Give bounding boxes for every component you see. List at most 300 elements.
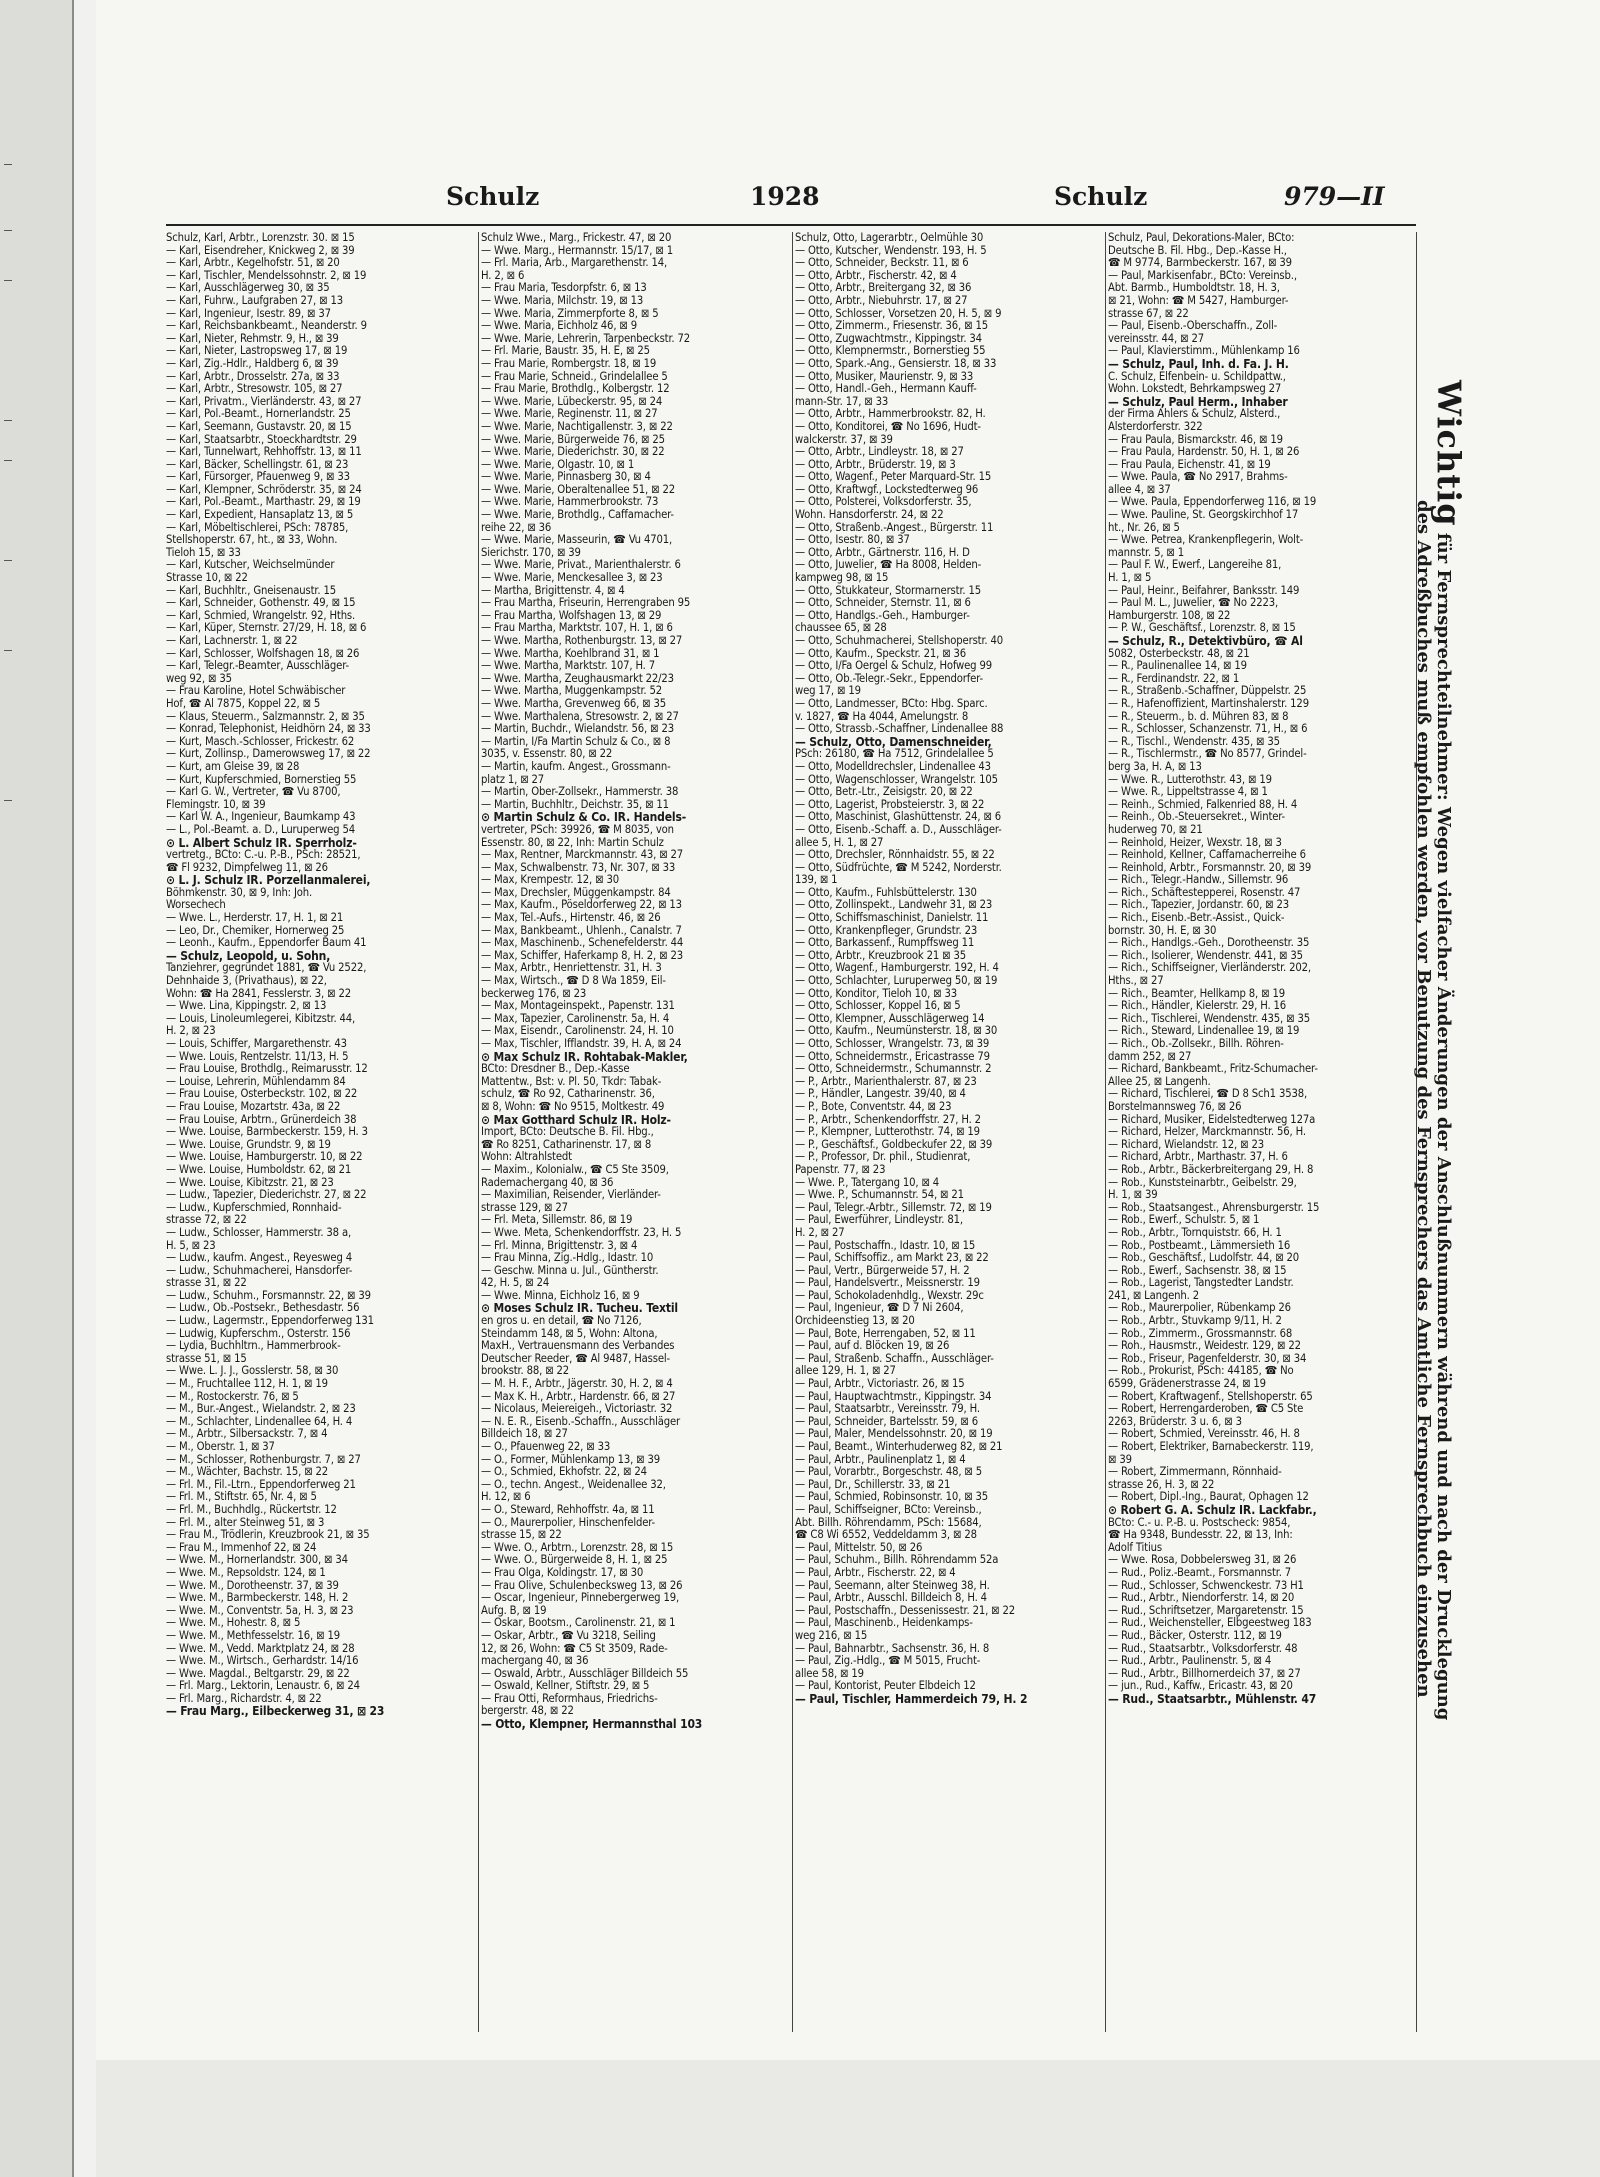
- directory-entry: — Karl, Eisendreher, Knickweg 2, ⊠ 39: [166, 244, 355, 257]
- directory-entry: — Paul, Dr., Schillerstr. 33, ⊠ 21: [795, 1478, 951, 1491]
- directory-entry: weg 216, ⊠ 15: [795, 1629, 868, 1642]
- directory-entry: — Paul, Zig.-Hdlg., ☎ M 5015, Frucht-: [795, 1655, 981, 1668]
- directory-entry: strasse 51, ⊠ 15: [166, 1352, 247, 1365]
- directory-entry: 2263, Brüderstr. 3 u. 6, ⊠ 3: [1108, 1415, 1242, 1428]
- directory-entry: — Frau Olga, Koldingstr. 17, ⊠ 30: [481, 1566, 644, 1579]
- column-divider: [1105, 232, 1106, 2032]
- directory-entry: vertreter, PSch: 39926, ☎ M 8035, von: [481, 823, 674, 836]
- directory-entry: BCto: C.- u. P.-B. u. Postscheck: 9854,: [1108, 1516, 1291, 1529]
- directory-entry: — Karl, Schneider, Gothenstr. 49, ⊠ 15: [166, 597, 356, 610]
- directory-entry: — O., Steward, Rehhoffstr. 4a, ⊠ 11: [481, 1503, 655, 1516]
- directory-entry: — Wwe. Martha, Marktstr. 107, H. 7: [481, 660, 656, 673]
- directory-entry: — Lydia, Buchhltrn., Hammerbrook-: [166, 1340, 341, 1353]
- directory-entry: ☎ Fl 9232, Dimpfelweg 11, ⊠ 26: [166, 861, 328, 874]
- directory-entry: — R., Tischl., Wendenstr. 435, ⊠ 35: [1108, 735, 1280, 748]
- directory-entry: — Wwe. Marg., Hermannstr. 15/17, ⊠ 1: [481, 244, 673, 257]
- directory-entry: ☎ M 9774, Barmbeckerstr. 167, ⊠ 39: [1108, 257, 1292, 270]
- directory-entry: — Karl, Nieter, Rehmstr. 9, H., ⊠ 39: [166, 332, 339, 345]
- directory-entry: — Paul, Maschinenb., Heidenkamps-: [795, 1617, 973, 1630]
- directory-entry: — Max, Tischler, Ifflandstr. 39, H. A, ⊠ 24: [481, 1038, 682, 1050]
- directory-entry: — Paul M. L., Juwelier, ☎ No 2223,: [1108, 597, 1279, 610]
- directory-entry: — Karl, Reichsbankbeamt., Neanderstr. 9: [166, 320, 367, 333]
- directory-entry: — Otto, Schlachter, Luruperweg 50, ⊠ 19: [795, 975, 998, 988]
- directory-entry: — Otto, Polsterei, Volksdorferstr. 35,: [795, 496, 972, 509]
- directory-entry: — O., Pfauenweg 22, ⊠ 33: [481, 1441, 611, 1453]
- directory-entry: — Wwe. O., Arbtrn., Lorenzstr. 28, ⊠ 15: [481, 1541, 674, 1554]
- directory-entry: — Wwe. M., Conventstr. 5a, H. 3, ⊠ 23: [166, 1604, 354, 1617]
- directory-entry: — Konrad, Telephonist, Heidhörn 24, ⊠ 33: [166, 723, 371, 736]
- directory-entry: — Otto, Klempner, Ausschlägerweg 14: [795, 1012, 985, 1025]
- directory-entry: — Otto, Handlgs.-Geh., Hamburger-: [795, 609, 970, 622]
- directory-entry: — Louise, Lehrerin, Mühlendamm 84: [166, 1075, 346, 1088]
- directory-entry: — Wwe. Marthalena, Stresowstr. 2, ⊠ 27: [481, 710, 679, 723]
- directory-entry: — R., Paulinenallee 14, ⊠ 19: [1108, 660, 1247, 673]
- directory-entry: weg 17, ⊠ 19: [795, 685, 861, 698]
- directory-entry: — Rud., Bäcker, Osterstr. 112, ⊠ 19: [1108, 1629, 1282, 1642]
- directory-entry: — Wwe. Louise, Kibitzstr. 21, ⊠ 23: [166, 1176, 334, 1189]
- directory-entry: — Wwe. R., Lippeltstrasse 4, ⊠ 1: [1108, 786, 1268, 799]
- directory-entry: — Max, Maschinenb., Schenefelderstr. 44: [481, 937, 684, 950]
- directory-entry: — Wwe. Martha, Muggenkampstr. 52: [481, 685, 663, 698]
- directory-entry: Wohn: ☎ Ha 2841, Fesslerstr. 3, ⊠ 22: [166, 987, 351, 1000]
- directory-entry: — Wwe. P., Schumannstr. 54, ⊠ 21: [795, 1189, 964, 1202]
- directory-entry: — Rob., Lagerist, Tangstedter Landstr.: [1108, 1277, 1294, 1290]
- directory-entry: — Karl, Staatsarbtr., Stoeckhardtstr. 29: [166, 433, 357, 446]
- directory-entry: — Karl, Fürsorger, Pfauenweg 9, ⊠ 33: [166, 471, 350, 484]
- directory-entry: bergerstr. 48, ⊠ 22: [481, 1705, 574, 1718]
- directory-entry: — Wwe. Louise, Hamburgerstr. 10, ⊠ 22: [166, 1151, 363, 1164]
- directory-entry: — Rud., Schriftsetzer, Margaretenstr. 15: [1108, 1604, 1304, 1617]
- notice-line-2: des Adreßbuches muß empfohlen werden, vor Benutzung des Fernsprechers das Amtliche Fernsprechbuch einzusehen: [1413, 500, 1434, 1698]
- directory-entry: — Wwe. M., Vedd. Marktplatz 24, ⊠ 28: [166, 1642, 355, 1655]
- notice-sidebar: [1413, 380, 1468, 1880]
- directory-entry: ⊙ L. Albert Schulz IR. Sperrholz-: [166, 836, 357, 850]
- directory-entry: — Max, Eisendr., Carolinenstr. 24, H. 10: [481, 1025, 674, 1038]
- directory-entry: — Otto, Schlosser, Vorsetzen 20, H. 5, ⊠ 9: [795, 307, 1002, 320]
- directory-entry: — P., Händler, Langestr. 39/40, ⊠ 4: [795, 1088, 966, 1101]
- directory-entry: — Wwe. Marie, Bürgerweide 76, ⊠ 25: [481, 433, 665, 446]
- directory-entry: — Karl, Zig.-Hdlr., Haldberg 6, ⊠ 39: [166, 357, 339, 370]
- directory-entry: — Karl, Küper, Sternstr. 27/29, H. 18, ⊠ 6: [166, 622, 367, 635]
- directory-entry: — Max, Krempestr. 12, ⊠ 30: [481, 874, 619, 887]
- directory-entry: — Roh., Hausmstr., Weidestr. 129, ⊠ 22: [1108, 1340, 1301, 1353]
- directory-entry: — P., Bote, Conventstr. 44, ⊠ 23: [795, 1100, 952, 1113]
- directory-entry: ⊙ Robert G. A. Schulz IR. Lackfabr.,: [1108, 1503, 1317, 1517]
- directory-entry: — Wwe. Martha, Zeughausmarkt 22/23: [481, 672, 674, 685]
- directory-entry: — Otto, Schneidermstr., Schumannstr. 2: [795, 1063, 992, 1076]
- directory-entry: — Paul, Bote, Herrengaben, 52, ⊠ 11: [795, 1327, 976, 1340]
- directory-entry: — Otto, Arbtr., Lindleystr. 18, ⊠ 27: [795, 446, 964, 459]
- directory-entry: — Wwe. Minna, Eichholz 16, ⊠ 9: [481, 1289, 640, 1302]
- directory-entry: — Otto, Landmesser, BCto: Hbg. Sparc.: [795, 697, 988, 710]
- directory-entry: — Otto, Maschinist, Glashüttenstr. 24, ⊠ 6: [795, 811, 1002, 824]
- directory-entry: — R., Schlosser, Schanzenstr. 71, H., ⊠ 6: [1108, 723, 1308, 736]
- directory-entry: — Otto, Schlosser, Wrangelstr. 73, ⊠ 39: [795, 1038, 990, 1050]
- directory-entry: — Paul, Bahnarbtr., Sachsenstr. 36, H. 8: [795, 1642, 990, 1655]
- directory-entry: — Frau Karoline, Hotel Schwäbischer: [166, 685, 346, 698]
- directory-entry: — M., Arbtr., Silbersackstr. 7, ⊠ 4: [166, 1428, 328, 1441]
- directory-entry: — Wwe. Martha, Grevenweg 66, ⊠ 35: [481, 697, 667, 710]
- directory-entry: strasse 72, ⊠ 22: [166, 1214, 247, 1227]
- directory-entry: — Robert, Kraftwagenf., Stellshoperstr. 65: [1108, 1390, 1313, 1403]
- directory-entry: Sierichstr. 170, ⊠ 39: [481, 546, 581, 559]
- directory-entry: — Wwe. L. J. J., Gosslerstr. 58, ⊠ 30: [166, 1365, 339, 1378]
- page-header: [166, 172, 1416, 222]
- adjacent-page-edge: [0, 0, 74, 2177]
- directory-entry: H. 1, ⊠ 5: [1108, 572, 1152, 585]
- directory-entry: — Frau Paula, Bismarckstr. 46, ⊠ 19: [1108, 433, 1283, 446]
- directory-entry: — Wwe. Marie, Lübeckerstr. 95, ⊠ 24: [481, 395, 663, 408]
- directory-entry: — Rich., Händler, Kielerstr. 29, H. 16: [1108, 1000, 1287, 1013]
- directory-entry: — Rob., Postbeamt., Lämmersieth 16: [1108, 1239, 1291, 1252]
- directory-entry: ⊙ Max Gotthard Schulz IR. Holz-: [481, 1113, 671, 1127]
- directory-entry: — Max, Kaufm., Pöseldorferweg 22, ⊠ 13: [481, 899, 682, 912]
- header-year: 1928: [750, 182, 820, 211]
- directory-entry: H. 2, ⊠ 23: [166, 1025, 216, 1038]
- directory-entry: — Wwe. Maria, Zimmerpforte 8, ⊠ 5: [481, 307, 659, 320]
- directory-entry: — Rich., Schiffseigner, Vierländerstr. 202,: [1108, 962, 1311, 975]
- column-4: [1108, 232, 1414, 2027]
- directory-entry: — Paul, Hauptwachtmstr., Kippingstr. 34: [795, 1390, 992, 1403]
- directory-entry: — P. W., Geschäftsf., Lorenzstr. 8, ⊠ 15: [1108, 622, 1296, 635]
- directory-entry: — Richard, Arbtr., Marthastr. 37, H. 6: [1108, 1151, 1288, 1164]
- directory-entry: — Ludw., Schuhmacherei, Hansdorfer-: [166, 1264, 353, 1277]
- directory-entry: ⊙ L. J. Schulz IR. Porzellanmalerei,: [166, 874, 371, 887]
- directory-entry: — Rob., Arbtr., Tornquiststr. 66, H. 1: [1108, 1226, 1282, 1239]
- directory-entry: — Frl. M., Fil.-Ltrn., Eppendorferweg 21: [166, 1478, 356, 1491]
- directory-entry: Stellshoperstr. 67, ht., ⊠ 33, Wohn.: [166, 534, 338, 547]
- directory-entry: — Leonh., Kaufm., Eppendorfer Baum 41: [166, 937, 367, 950]
- directory-entry: Deutscher Reeder, ☎ Al 9487, Hassel-: [481, 1352, 671, 1365]
- directory-entry: Essenstr. 80, ⊠ 22, Inh: Martin Schulz: [481, 836, 664, 849]
- directory-entry: — Karl, Expedient, Hansaplatz 13, ⊠ 5: [166, 509, 354, 522]
- directory-entry: — Robert, Schmied, Vereinsstr. 46, H. 8: [1108, 1428, 1300, 1441]
- directory-entry: — Wwe. Louise, Humboldstr. 62, ⊠ 21: [166, 1163, 352, 1176]
- directory-entry: — Ludw., Tapezier, Diederichstr. 27, ⊠ 22: [166, 1189, 367, 1202]
- directory-entry: — Ludwig, Kupferschm., Osterstr. 156: [166, 1327, 351, 1340]
- directory-entry: Billdeich 18, ⊠ 27: [481, 1428, 568, 1441]
- directory-entry: — Frau Maria, Tesdorpfstr. 6, ⊠ 13: [481, 282, 647, 295]
- directory-entry: — Otto, Wagenf., Hamburgerstr. 192, H. 4: [795, 962, 999, 975]
- directory-entry: — Wwe. Marie, Brothdlg., Caffamacher-: [481, 509, 674, 522]
- directory-entry: — Wwe. Martha, Rothenburgstr. 13, ⊠ 27: [481, 635, 683, 647]
- directory-entry: — Paul, Arbtr., Fischerstr. 22, ⊠ 4: [795, 1566, 956, 1579]
- directory-entry: — Richard, Bankbeamt., Fritz-Schumacher-: [1108, 1063, 1318, 1076]
- directory-entry: — Frau Paula, Eichenstr. 41, ⊠ 19: [1108, 458, 1271, 471]
- directory-entry: — Rob., Ewerf., Sachsenstr. 38, ⊠ 15: [1108, 1264, 1287, 1277]
- directory-entry: BCto: Dresdner B., Dep.-Kasse: [481, 1063, 630, 1076]
- directory-entry: — Otto, Schuhmacherei, Stellshoperstr. 40: [795, 635, 1004, 647]
- directory-entry: — Paul, Seemann, alter Steinweg 38, H.: [795, 1579, 990, 1592]
- directory-entry: — M., Fruchtallee 112, H. 1, ⊠ 19: [166, 1378, 328, 1391]
- directory-entry: Borstelmannsweg 76, ⊠ 26: [1108, 1100, 1242, 1113]
- directory-entry: berg 3a, H. A, ⊠ 13: [1108, 760, 1202, 773]
- directory-entry: — Karl, Telegr.-Beamter, Ausschläger-: [166, 660, 349, 673]
- directory-entry: allee 58, ⊠ 19: [795, 1667, 864, 1680]
- directory-entry: Wohn: Altrahlstedt: [481, 1151, 572, 1164]
- directory-entry: strasse 129, ⊠ 27: [481, 1201, 568, 1214]
- directory-entry: — O., Maurerpolier, Hinschenfelder-: [481, 1516, 656, 1529]
- directory-entry: — Paul, Schmied, Robinsonstr. 10, ⊠ 35: [795, 1491, 989, 1504]
- directory-entry: — Otto, Handl.-Geh., Hermann Kauff-: [795, 383, 977, 396]
- directory-entry: Schulz Wwe., Marg., Frickestr. 47, ⊠ 20: [481, 232, 672, 244]
- directory-entry: — Rich., Telegr.-Handw., Sillemstr. 96: [1108, 874, 1289, 887]
- directory-entry: — Paul, Postschaffn., Idastr. 10, ⊠ 15: [795, 1239, 976, 1252]
- directory-entry: — Paul, Schiffseigner, BCto: Vereinsb.,: [795, 1503, 982, 1516]
- directory-entry: — M. H. F., Arbtr., Jägerstr. 30, H. 2, ⊠ 4: [481, 1378, 673, 1391]
- directory-entry: — Frau Marie, Schneid., Grindelallee 5: [481, 370, 668, 383]
- directory-entry: — Wwe. Louise, Grundstr. 9, ⊠ 19: [166, 1138, 331, 1151]
- directory-entry: — Maximilian, Reisender, Vierländer-: [481, 1189, 661, 1202]
- directory-entry: — Otto, Arbtr., Niebuhrstr. 17, ⊠ 27: [795, 294, 968, 307]
- directory-entry: — Wwe. Marie, Pinnasberg 30, ⊠ 4: [481, 471, 651, 484]
- directory-entry: — Otto, Schneider, Beckstr. 11, ⊠ 6: [795, 257, 969, 270]
- directory-entry: ⊠ 21, Wohn: ☎ M 5427, Hamburger-: [1108, 294, 1289, 307]
- directory-entry: — Paul, Eisenb.-Oberschaffn., Zoll-: [1108, 320, 1278, 333]
- column-1: [166, 232, 472, 2027]
- directory-entry: — Wwe. M., Hohestr. 8, ⊠ 5: [166, 1617, 301, 1630]
- directory-entry: — Wwe. Marie, Masseurin, ☎ Vu 4701,: [481, 534, 673, 547]
- directory-entry: — Wwe. Maria, Milchstr. 19, ⊠ 13: [481, 294, 644, 307]
- directory-entry: — Max, Wirtsch., ☎ D 8 Wa 1859, Eil-: [481, 975, 666, 988]
- directory-entry: — Rud., Arbtr., Billhornerdeich 37, ⊠ 27: [1108, 1667, 1301, 1680]
- directory-entry: — Kurt, am Gleise 39, ⊠ 28: [166, 760, 300, 773]
- directory-entry: vereinsstr. 44, ⊠ 27: [1108, 332, 1204, 345]
- directory-entry: — Otto, Lagerist, Probsteierstr. 3, ⊠ 22: [795, 798, 985, 811]
- directory-entry: Dehnhaide 3, (Privathaus), ⊠ 22,: [166, 975, 327, 988]
- column-3: [795, 232, 1101, 2027]
- directory-entry: — Robert, Elektriker, Barnabeckerstr. 119,: [1108, 1441, 1314, 1453]
- directory-entry: — Frau Louise, Mozartstr. 43a, ⊠ 22: [166, 1100, 341, 1113]
- directory-entry: ⊠ 39: [1108, 1453, 1132, 1466]
- directory-entry: — Reinhold, Kellner, Caffamacherreihe 6: [1108, 849, 1306, 862]
- directory-entry: — Otto, Kaufm., Neumünsterstr. 18, ⊠ 30: [795, 1025, 998, 1038]
- directory-entry: — Paul, Ewerführer, Lindleystr. 81,: [795, 1214, 963, 1227]
- directory-entry: — Kurt, Zollinsp., Damerowsweg 17, ⊠ 22: [166, 748, 371, 761]
- directory-entry: — Otto, Kraftwgf., Lockstedterweg 96: [795, 483, 979, 496]
- directory-entry: — Paul, Schuhm., Billh. Röhrendamm 52a: [795, 1554, 999, 1567]
- column-divider: [478, 232, 479, 2032]
- directory-entry: — Rud., Arbtr., Niendorferstr. 14, ⊠ 20: [1108, 1592, 1295, 1605]
- directory-entry: — Ludw., Schuhm., Forsmannstr. 22, ⊠ 39: [166, 1289, 371, 1302]
- directory-entry: 5082, Osterbeckstr. 48, ⊠ 21: [1108, 647, 1250, 660]
- directory-entry: ⊠ 8, Wohn: ☎ No 9515, Moltkestr. 49: [481, 1100, 665, 1113]
- directory-entry: Wohn. Lokstedt, Behrkampsweg 27: [1108, 383, 1282, 396]
- directory-entry: — Karl, Tischler, Mendelssohnstr. 2, ⊠ 19: [166, 269, 367, 282]
- directory-entry: Strasse 10, ⊠ 22: [166, 572, 248, 585]
- directory-entry: — Paul, Telegr.-Arbtr., Sillemstr. 72, ⊠ 19: [795, 1201, 992, 1214]
- directory-entry: — Rob., Friseur, Pagenfelderstr. 30, ⊠ 34: [1108, 1352, 1307, 1365]
- directory-entry: — Karl, Kutscher, Weichselmünder: [166, 559, 335, 572]
- directory-entry: — Paul, Arbtr., Ausschl. Billdeich 8, H. 4: [795, 1592, 987, 1605]
- directory-entry: — Karl G. W., Vertreter, ☎ Vu 8700,: [166, 786, 341, 799]
- directory-entry: — Robert, Herrengarderoben, ☎ C5 Ste: [1108, 1403, 1304, 1416]
- directory-entry: — Wwe. M., Wirtsch., Gerhardstr. 14/16: [166, 1655, 359, 1668]
- directory-entry: — Karl, Privatm., Vierländerstr. 43, ⊠ 27: [166, 395, 362, 408]
- directory-entry: — Reinhold, Heizer, Wexstr. 18, ⊠ 3: [1108, 836, 1282, 849]
- directory-entry: — P., Klempner, Lutterothstr. 74, ⊠ 19: [795, 1126, 980, 1139]
- directory-entry: — Oscar, Ingenieur, Pinnebergerweg 19,: [481, 1592, 680, 1605]
- directory-entry: — Rich., Eisenb.-Betr.-Assist., Quick-: [1108, 912, 1285, 925]
- directory-entry: — Max, Arbtr., Henriettenstr. 31, H. 3: [481, 962, 662, 975]
- directory-entry: — Rich., Tapezier, Jordanstr. 60, ⊠ 23: [1108, 899, 1290, 912]
- directory-entry: — R., Hafenoffizient, Martinshalerstr. 129: [1108, 697, 1309, 710]
- directory-entry: — Schulz, Paul Herm., Inhaber: [1108, 395, 1288, 409]
- directory-entry: — Frl. M., Buchhdlg., Rückertstr. 12: [166, 1503, 337, 1516]
- directory-entry: — Wwe. Maria, Eichholz 46, ⊠ 9: [481, 320, 637, 333]
- directory-entry: — Otto, Drechsler, Rönnhaidstr. 55, ⊠ 22: [795, 849, 995, 862]
- directory-entry: — Otto, Arbtr., Breitergang 32, ⊠ 36: [795, 282, 972, 295]
- directory-entry: — Frl. Marie, Baustr. 35, H. E, ⊠ 25: [481, 345, 650, 358]
- directory-entry: — Rich., Isolierer, Wendenstr. 441, ⊠ 35: [1108, 949, 1303, 962]
- directory-entry: — Otto, Stukkateur, Stormarnerstr. 15: [795, 584, 982, 597]
- directory-entry: — Wwe. M., Repsoldstr. 124, ⊠ 1: [166, 1566, 326, 1579]
- directory-entry: — Geschw. Minna u. Jul., Güntherstr.: [481, 1264, 659, 1277]
- directory-entry: — Max, Tel.-Aufs., Hirtenstr. 46, ⊠ 26: [481, 912, 661, 925]
- directory-entry: — Kurt, Kupferschmied, Bornerstieg 55: [166, 773, 357, 786]
- directory-entry: — Rob., Prokurist, PSch: 44185, ☎ No: [1108, 1365, 1294, 1378]
- directory-entry: — Rob., Arbtr., Stuvkamp 9/11, H. 2: [1108, 1315, 1282, 1328]
- directory-entry: PSch: 26180, ☎ Ha 7512, Grindelallee 5: [795, 748, 994, 761]
- directory-entry: — Otto, Schneider, Sternstr. 11, ⊠ 6: [795, 597, 971, 610]
- directory-entry: H. 5, ⊠ 23: [166, 1239, 216, 1252]
- directory-entry: — Wwe. Lina, Kippingstr. 2, ⊠ 13: [166, 1000, 327, 1013]
- directory-entry: ⊙ Martin Schulz & Co. IR. Handels-: [481, 811, 687, 824]
- directory-entry: — Paul, Schokoladenhdlg., Wexstr. 29c: [795, 1289, 984, 1302]
- directory-entry: — M., Schlosser, Rothenburgstr. 7, ⊠ 27: [166, 1453, 361, 1466]
- directory-entry: huderweg 70, ⊠ 21: [1108, 823, 1203, 836]
- directory-entry: — Frl. Marg., Lektorin, Lenaustr. 6, ⊠ 24: [166, 1680, 360, 1693]
- directory-entry: — Oswald, Arbtr., Ausschläger Billdeich 55: [481, 1667, 689, 1680]
- directory-entry: Schulz, Paul, Dekorations-Maler, BCto:: [1108, 232, 1295, 244]
- directory-entry: — Paul, Maler, Mendelssohnstr. 20, ⊠ 19: [795, 1428, 993, 1441]
- directory-entry: — Otto, Zollinspekt., Landwehr 31, ⊠ 23: [795, 899, 993, 912]
- directory-entry: — Wwe. Marie, Diederichstr. 30, ⊠ 22: [481, 446, 665, 459]
- directory-entry: — Otto, Wagenschlosser, Wrangelstr. 105: [795, 773, 998, 786]
- directory-entry: — Otto, Arbtr., Hammerbrookstr. 82, H.: [795, 408, 986, 421]
- directory-entry: — M., Oberstr. 1, ⊠ 37: [166, 1441, 275, 1453]
- directory-entry: — N. E. R., Eisenb.-Schaffn., Ausschläger: [481, 1415, 681, 1428]
- directory-entry: — Robert, Zimmermann, Rönnhaid-: [1108, 1466, 1282, 1479]
- directory-entry: — P., Professor, Dr. phil., Studienrat,: [795, 1151, 971, 1164]
- directory-entry: C. Schulz, Elfenbein- u. Schildpattw.,: [1108, 370, 1286, 383]
- directory-entry: Orchideenstieg 13, ⊠ 20: [795, 1315, 915, 1328]
- directory-entry: platz 1, ⊠ 27: [481, 773, 545, 786]
- directory-entry: — Rob., Arbtr., Bäckerbreitergang 29, H. 8: [1108, 1163, 1314, 1176]
- directory-entry: — Otto, Schiffsmaschinist, Danielstr. 11: [795, 912, 989, 925]
- directory-entry: Aufg. B, ⊠ 19: [481, 1604, 547, 1617]
- directory-entry: — Wwe. Paula, ☎ No 2917, Brahms-: [1108, 471, 1288, 484]
- directory-entry: — Rud., Arbtr., Paulinenstr. 5, ⊠ 4: [1108, 1655, 1272, 1668]
- directory-entry: — Karl, Schmied, Wrangelstr. 92, Hths.: [166, 609, 356, 622]
- directory-entry: — Schulz, Otto, Damenschneider,: [795, 735, 992, 749]
- directory-entry: allee 4, ⊠ 37: [1108, 483, 1171, 496]
- directory-entry: — Martin, Buchhltr., Deichstr. 35, ⊠ 11: [481, 798, 669, 811]
- directory-entry: — Wwe. Marie, Privat., Marienthalerstr. 6: [481, 559, 681, 572]
- directory-entry: — Karl W. A., Ingenieur, Baumkamp 43: [166, 811, 356, 824]
- directory-entry: — jun., Rud., Kaffw., Ericastr. 43, ⊠ 20: [1108, 1680, 1293, 1693]
- directory-entry: — Paul, Vorarbtr., Borgeschstr. 48, ⊠ 5: [795, 1466, 983, 1479]
- directory-entry: — Karl, Seemann, Gustavstr. 20, ⊠ 15: [166, 420, 352, 433]
- directory-entry: — Karl, Ingenieur, Isestr. 89, ⊠ 37: [166, 307, 331, 320]
- directory-entry: — Paul, Handelsvertr., Meissnerstr. 19: [795, 1277, 980, 1290]
- directory-entry: — Schulz, Paul, Inh. d. Fa. J. H.: [1108, 357, 1289, 371]
- directory-entry: — Karl, Möbeltischlerei, PSch: 78785,: [166, 521, 349, 534]
- directory-entry: — Frau Otti, Reformhaus, Friedrichs-: [481, 1692, 658, 1705]
- directory-entry: ☎ Ro 8251, Catharinenstr. 17, ⊠ 8: [481, 1138, 652, 1151]
- directory-entry: — Wwe. M., Dorotheenstr. 37, ⊠ 39: [166, 1579, 339, 1592]
- directory-entry: — Karl, Ausschlägerweg 30, ⊠ 35: [166, 282, 330, 295]
- directory-entry: Steindamm 148, ⊠ 5, Wohn: Altona,: [481, 1327, 658, 1340]
- directory-entry: — Wwe. R., Lutterothstr. 43, ⊠ 19: [1108, 773, 1272, 786]
- directory-entry: — Louis, Schiffer, Margarethenstr. 43: [166, 1038, 347, 1050]
- directory-entry: — Ludw., Kupferschmied, Ronnhaid-: [166, 1201, 342, 1214]
- directory-entry: schulz, ☎ Ro 92, Catharinenstr. 36,: [481, 1088, 655, 1101]
- directory-entry: 241, ⊠ Langenh. 2: [1108, 1289, 1199, 1302]
- directory-entry: — Frau Olive, Schulenbecksweg 13, ⊠ 26: [481, 1579, 683, 1592]
- directory-entry: strasse 26, H. 3, ⊠ 22: [1108, 1478, 1215, 1491]
- directory-entry: — Wwe. Rosa, Dobbelersweg 31, ⊠ 26: [1108, 1554, 1297, 1567]
- directory-entry: — Otto, Zimmerm., Friesenstr. 36, ⊠ 15: [795, 320, 988, 333]
- directory-entry: — Wwe. M., Hornerlandstr. 300, ⊠ 34: [166, 1554, 348, 1567]
- directory-entry: — Otto, Ob.-Telegr.-Sekr., Eppendorfer-: [795, 672, 983, 685]
- directory-entry: Tanziehrer, gegründet 1881, ☎ Vu 2522,: [166, 962, 367, 975]
- directory-entry: machergang 40, ⊠ 36: [481, 1655, 589, 1668]
- directory-entry: — Leo, Dr., Chemiker, Hornerweg 25: [166, 924, 345, 937]
- directory-entry: — Karl, Buchhltr., Gneisenaustr. 15: [166, 584, 336, 597]
- directory-entry: allee 129, H. 1, ⊠ 27: [795, 1365, 896, 1378]
- directory-entry: mannstr. 5, ⊠ 1: [1108, 546, 1184, 559]
- directory-entry: 139, ⊠ 1: [795, 874, 838, 887]
- directory-entry: — Otto, Klempner, Hermannsthal 103: [481, 1718, 703, 1731]
- directory-entry: — Karl, Lachnerstr. 1, ⊠ 22: [166, 635, 298, 647]
- directory-entry: — Rich., Schäftestepperei, Rosenstr. 47: [1108, 886, 1301, 899]
- directory-entry: — Rob., Ewerf., Schulstr. 5, ⊠ 1: [1108, 1214, 1260, 1227]
- directory-entry: — Martha, Brigittenstr. 4, ⊠ 4: [481, 584, 625, 597]
- directory-entry: — Otto, Strassb.-Schaffner, Lindenallee 88: [795, 723, 1004, 736]
- directory-entry: ⊙ Moses Schulz IR. Tucheu. Textil: [481, 1302, 678, 1316]
- directory-entry: — Wwe. L., Herderstr. 17, H. 1, ⊠ 21: [166, 912, 344, 925]
- directory-entry: strasse 15, ⊠ 22: [481, 1529, 562, 1542]
- directory-entry: — M., Rostockerstr. 76, ⊠ 5: [166, 1390, 299, 1403]
- directory-entry: — Rud., Staatsarbtr., Mühlenstr. 47: [1108, 1692, 1317, 1706]
- directory-entry: mann-Str. 17, ⊠ 33: [795, 395, 889, 408]
- directory-entry: — R., Tischlermstr., ☎ No 8577, Grindel-: [1108, 748, 1307, 761]
- directory-entry: — Otto, Kutscher, Wendenstr. 193, H. 5: [795, 244, 987, 257]
- directory-entry: — Nicolaus, Meiereigeh., Victoriastr. 32: [481, 1403, 673, 1416]
- header-page-number: 979—II: [1284, 182, 1385, 211]
- directory-entry: MaxH., Vertrauensmann des Verbandes: [481, 1340, 675, 1353]
- directory-entry: — Paul, Mittelstr. 50, ⊠ 26: [795, 1541, 923, 1554]
- directory-entry: — Wwe. Marie, Lehrerin, Tarpenbeckstr. 72: [481, 332, 691, 345]
- directory-entry: — Ludw., Schlosser, Hammerstr. 38 a,: [166, 1226, 352, 1239]
- directory-entry: — Max, Tapezier, Carolinenstr. 5a, H. 4: [481, 1012, 670, 1025]
- column-2: [481, 232, 787, 2027]
- directory-entry: Wohn. Hansdorferstr. 24, ⊠ 22: [795, 509, 944, 522]
- directory-entry: 42, H. 5, ⊠ 24: [481, 1277, 550, 1290]
- directory-entry: — Paul, Tischler, Hammerdeich 79, H. 2: [795, 1692, 1028, 1706]
- directory-entry: — P., Geschäftsf., Goldbeckufer 22, ⊠ 39: [795, 1138, 993, 1151]
- directory-entry: — Otto, Südfrüchte, ☎ M 5242, Norderstr.: [795, 861, 1002, 874]
- directory-entry: Worsechech: [166, 899, 226, 912]
- directory-entry: reihe 22, ⊠ 36: [481, 521, 552, 534]
- directory-entry: brookstr. 88, ⊠ 22: [481, 1365, 570, 1378]
- directory-entry: strasse 31, ⊠ 22: [166, 1277, 247, 1290]
- directory-entry: Abt. Billh. Röhrendamm, PSch: 15684,: [795, 1516, 982, 1529]
- directory-entry: — Wwe. Louise, Barmbeckerstr. 159, H. 3: [166, 1126, 368, 1139]
- directory-entry: — Martin, Buchdr., Wielandstr. 56, ⊠ 23: [481, 723, 674, 736]
- directory-entry: Papenstr. 77, ⊠ 23: [795, 1163, 886, 1176]
